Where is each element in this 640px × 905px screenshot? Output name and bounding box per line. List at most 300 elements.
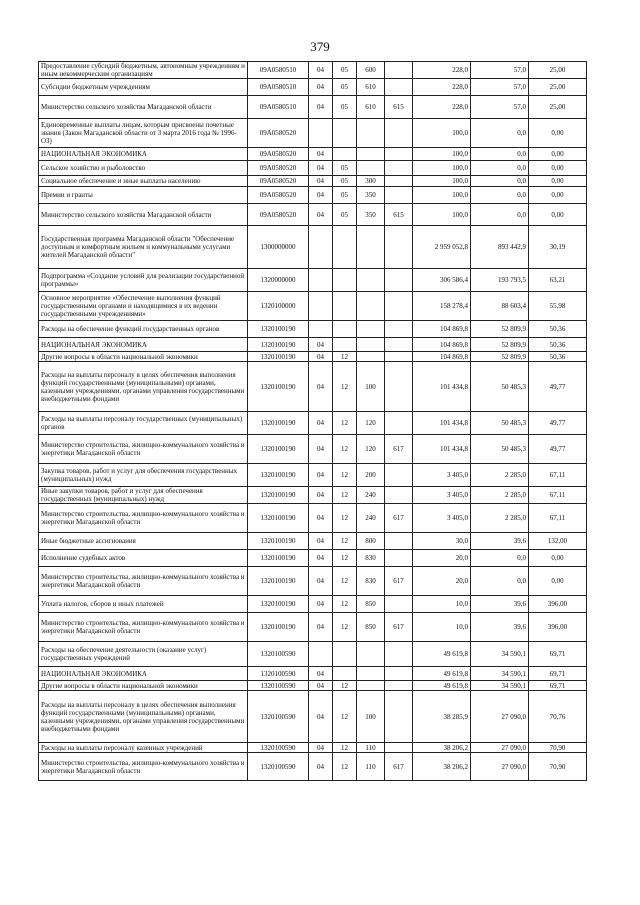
- administrator-code-cell: [385, 321, 413, 338]
- expense-type-code-cell: [357, 352, 385, 362]
- subsection-code-cell: [333, 667, 357, 681]
- executed-amount-cell: 52 809,9: [471, 321, 529, 338]
- planned-amount-cell: 104 869,8: [413, 338, 471, 352]
- executed-amount-cell: 27 090,0: [471, 753, 529, 781]
- expense-name-cell: Премии и гранты: [39, 187, 248, 204]
- executed-amount-cell: 34 590,1: [471, 667, 529, 681]
- expense-type-code-cell: 350: [357, 204, 385, 226]
- executed-amount-cell: 88 603,4: [471, 292, 529, 321]
- target-article-code-cell: 1300000000: [248, 226, 309, 269]
- executed-amount-cell: 57,0: [471, 62, 529, 79]
- section-code-cell: 04: [309, 204, 333, 226]
- planned-amount-cell: 10,0: [413, 596, 471, 613]
- table-row: [39, 62, 587, 79]
- expense-type-code-cell: 100: [357, 691, 385, 743]
- administrator-code-cell: [385, 681, 413, 691]
- expense-name-cell: Государственная программа Магаданской области "Обеспечение доступным и комфортным жильем и коммунальными услугами жителей Магаданской области": [39, 226, 248, 269]
- expense-name-cell: Иные закупки товаров, работ и услуг для обеспечения государственных (муниципальных) нужд: [39, 487, 248, 504]
- planned-amount-cell: 228,0: [413, 79, 471, 96]
- target-article-code-cell: 1320100190: [248, 550, 309, 567]
- target-article-code-cell: 1320100190: [248, 412, 309, 435]
- target-article-code-cell: 1320100190: [248, 352, 309, 362]
- target-article-code-cell: 1320100190: [248, 362, 309, 412]
- expense-name-cell: Расходы на выплаты персоналу в целях обеспечения выполнения функций государственными (муниципальными) органами, казенными учреждениями, органами управления государственными внебюджетными фондами: [39, 362, 248, 412]
- administrator-code-cell: 617: [385, 753, 413, 781]
- planned-amount-cell: 2 959 052,8: [413, 226, 471, 269]
- planned-amount-cell: 100,0: [413, 148, 471, 161]
- execution-percent-cell: 25,00: [529, 62, 587, 79]
- expense-name-cell: Социальное обеспечение и иные выплаты населению: [39, 176, 248, 187]
- execution-percent-cell: 70,90: [529, 743, 587, 753]
- section-code-cell: 04: [309, 504, 333, 533]
- executed-amount-cell: 0,0: [471, 148, 529, 161]
- target-article-code-cell: 1320100190: [248, 596, 309, 613]
- administrator-code-cell: [385, 269, 413, 292]
- administrator-code-cell: [385, 533, 413, 550]
- planned-amount-cell: 101 434,8: [413, 362, 471, 412]
- planned-amount-cell: 38 206,2: [413, 743, 471, 753]
- planned-amount-cell: 100,0: [413, 187, 471, 204]
- executed-amount-cell: 34 590,1: [471, 681, 529, 691]
- administrator-code-cell: [385, 119, 413, 148]
- table-row: [39, 96, 587, 119]
- administrator-code-cell: [385, 691, 413, 743]
- administrator-code-cell: [385, 596, 413, 613]
- execution-percent-cell: 396,00: [529, 613, 587, 642]
- subsection-code-cell: 05: [333, 187, 357, 204]
- administrator-code-cell: 617: [385, 504, 413, 533]
- subsection-code-cell: 12: [333, 567, 357, 596]
- expense-name-cell: Основное мероприятие «Обеспечение выполнения функций государственными органами и находящимися в их ведении государственными учреждениями»: [39, 292, 248, 321]
- target-article-code-cell: 1320100190: [248, 504, 309, 533]
- execution-percent-cell: 132,00: [529, 533, 587, 550]
- table-row: [39, 292, 587, 321]
- subsection-code-cell: 12: [333, 550, 357, 567]
- target-article-code-cell: 09А0580520: [248, 148, 309, 161]
- expense-name-cell: Расходы на обеспечение деятельности (оказание услуг) государственных учреждений: [39, 642, 248, 667]
- section-code-cell: 04: [309, 567, 333, 596]
- executed-amount-cell: 57,0: [471, 79, 529, 96]
- planned-amount-cell: 100,0: [413, 176, 471, 187]
- expense-type-code-cell: 110: [357, 743, 385, 753]
- planned-amount-cell: 3 405,0: [413, 464, 471, 487]
- expense-type-code-cell: 610: [357, 96, 385, 119]
- expense-type-code-cell: [357, 321, 385, 338]
- administrator-code-cell: [385, 487, 413, 504]
- table-row: [39, 667, 587, 681]
- administrator-code-cell: [385, 743, 413, 753]
- subsection-code-cell: 12: [333, 464, 357, 487]
- table-row: [39, 567, 587, 596]
- target-article-code-cell: 1320100590: [248, 743, 309, 753]
- administrator-code-cell: [385, 176, 413, 187]
- subsection-code-cell: [333, 119, 357, 148]
- execution-percent-cell: 0,00: [529, 119, 587, 148]
- execution-percent-cell: 67,11: [529, 464, 587, 487]
- execution-percent-cell: 49,77: [529, 362, 587, 412]
- execution-percent-cell: 69,71: [529, 642, 587, 667]
- target-article-code-cell: 09А0580510: [248, 62, 309, 79]
- administrator-code-cell: [385, 352, 413, 362]
- expense-name-cell: Подпрограмма «Создание условий для реализации государственной программы»: [39, 269, 248, 292]
- table-row: [39, 187, 587, 204]
- expense-name-cell: Другие вопросы в области национальной экономики: [39, 352, 248, 362]
- expense-name-cell: Министерство сельского хозяйства Магаданской области: [39, 96, 248, 119]
- table-row: [39, 338, 587, 352]
- expense-type-code-cell: [357, 119, 385, 148]
- execution-percent-cell: 0,00: [529, 161, 587, 176]
- planned-amount-cell: 306 586,4: [413, 269, 471, 292]
- table-row: [39, 464, 587, 487]
- subsection-code-cell: 12: [333, 412, 357, 435]
- target-article-code-cell: 09А0580510: [248, 96, 309, 119]
- expense-type-code-cell: 830: [357, 550, 385, 567]
- target-article-code-cell: 1320100590: [248, 691, 309, 743]
- target-article-code-cell: 1320100190: [248, 464, 309, 487]
- execution-percent-cell: 0,00: [529, 187, 587, 204]
- expense-type-code-cell: 610: [357, 79, 385, 96]
- administrator-code-cell: [385, 667, 413, 681]
- target-article-code-cell: 1320100590: [248, 681, 309, 691]
- table-row: [39, 204, 587, 226]
- executed-amount-cell: 39,6: [471, 613, 529, 642]
- section-code-cell: 04: [309, 487, 333, 504]
- executed-amount-cell: 27 090,0: [471, 743, 529, 753]
- subsection-code-cell: 05: [333, 204, 357, 226]
- planned-amount-cell: 20,0: [413, 567, 471, 596]
- expense-type-code-cell: [357, 161, 385, 176]
- expense-name-cell: Расходы на выплаты персоналу в целях обеспечения выполнения функций государственными (муниципальными) органами, казенными учреждениями, органами управления государственными внебюджетными фондами: [39, 691, 248, 743]
- executed-amount-cell: 50 485,3: [471, 412, 529, 435]
- subsection-code-cell: [333, 338, 357, 352]
- expense-name-cell: Расходы на выплаты персоналу казенных учреждений: [39, 743, 248, 753]
- table-row: [39, 753, 587, 781]
- planned-amount-cell: 228,0: [413, 96, 471, 119]
- execution-percent-cell: 67,11: [529, 487, 587, 504]
- planned-amount-cell: 100,0: [413, 119, 471, 148]
- section-code-cell: 04: [309, 533, 333, 550]
- target-article-code-cell: 09А0580520: [248, 187, 309, 204]
- expense-name-cell: Предоставление субсидий бюджетным, автономным учреждениям и иным некоммерческим организациям: [39, 62, 248, 79]
- subsection-code-cell: 12: [333, 362, 357, 412]
- executed-amount-cell: 2 285,0: [471, 464, 529, 487]
- subsection-code-cell: 05: [333, 161, 357, 176]
- expense-type-code-cell: 120: [357, 435, 385, 464]
- executed-amount-cell: 34 590,1: [471, 642, 529, 667]
- target-article-code-cell: 09А0580520: [248, 119, 309, 148]
- execution-percent-cell: 69,71: [529, 667, 587, 681]
- section-code-cell: 04: [309, 96, 333, 119]
- expense-type-code-cell: 240: [357, 487, 385, 504]
- planned-amount-cell: 3 405,0: [413, 487, 471, 504]
- planned-amount-cell: 38 206,2: [413, 753, 471, 781]
- table-row: [39, 176, 587, 187]
- planned-amount-cell: 101 434,8: [413, 435, 471, 464]
- target-article-code-cell: 1320100190: [248, 487, 309, 504]
- execution-percent-cell: 50,36: [529, 352, 587, 362]
- administrator-code-cell: 615: [385, 96, 413, 119]
- administrator-code-cell: 615: [385, 204, 413, 226]
- subsection-code-cell: [333, 269, 357, 292]
- subsection-code-cell: [333, 642, 357, 667]
- section-code-cell: 04: [309, 412, 333, 435]
- section-code-cell: 04: [309, 613, 333, 642]
- target-article-code-cell: 09А0580520: [248, 161, 309, 176]
- expense-type-code-cell: [357, 148, 385, 161]
- executed-amount-cell: 52 809,9: [471, 352, 529, 362]
- section-code-cell: [309, 119, 333, 148]
- section-code-cell: 04: [309, 362, 333, 412]
- executed-amount-cell: 27 090,0: [471, 691, 529, 743]
- target-article-code-cell: 09А0580520: [248, 204, 309, 226]
- administrator-code-cell: [385, 226, 413, 269]
- subsection-code-cell: [333, 292, 357, 321]
- expense-type-code-cell: [357, 292, 385, 321]
- expense-name-cell: НАЦИОНАЛЬНАЯ ЭКОНОМИКА: [39, 148, 248, 161]
- table-row: [39, 362, 587, 412]
- subsection-code-cell: [333, 321, 357, 338]
- expense-type-code-cell: 240: [357, 504, 385, 533]
- executed-amount-cell: 0,0: [471, 187, 529, 204]
- execution-percent-cell: 25,00: [529, 96, 587, 119]
- administrator-code-cell: [385, 362, 413, 412]
- expense-name-cell: НАЦИОНАЛЬНАЯ ЭКОНОМИКА: [39, 667, 248, 681]
- execution-percent-cell: 30,19: [529, 226, 587, 269]
- expense-name-cell: Единовременные выплаты лицам, которым присвоены почетные звания (Закон Магаданской области от 3 марта 2016 года № 1996-ОЗ): [39, 119, 248, 148]
- expense-name-cell: Министерство сельского хозяйства Магаданской области: [39, 204, 248, 226]
- planned-amount-cell: 10,0: [413, 613, 471, 642]
- subsection-code-cell: 12: [333, 487, 357, 504]
- table-row: [39, 691, 587, 743]
- administrator-code-cell: [385, 550, 413, 567]
- table-row: [39, 550, 587, 567]
- execution-percent-cell: 0,00: [529, 204, 587, 226]
- section-code-cell: 04: [309, 62, 333, 79]
- execution-percent-cell: 69,71: [529, 681, 587, 691]
- section-code-cell: [309, 642, 333, 667]
- executed-amount-cell: 0,0: [471, 119, 529, 148]
- administrator-code-cell: [385, 187, 413, 204]
- executed-amount-cell: 2 285,0: [471, 487, 529, 504]
- planned-amount-cell: 20,0: [413, 550, 471, 567]
- executed-amount-cell: 50 485,3: [471, 362, 529, 412]
- subsection-code-cell: 12: [333, 743, 357, 753]
- execution-percent-cell: 396,00: [529, 596, 587, 613]
- administrator-code-cell: 617: [385, 613, 413, 642]
- table-row: [39, 596, 587, 613]
- subsection-code-cell: [333, 148, 357, 161]
- target-article-code-cell: 1320100590: [248, 642, 309, 667]
- administrator-code-cell: [385, 62, 413, 79]
- subsection-code-cell: [333, 226, 357, 269]
- execution-percent-cell: 0,00: [529, 176, 587, 187]
- subsection-code-cell: 12: [333, 691, 357, 743]
- section-code-cell: [309, 292, 333, 321]
- section-code-cell: 04: [309, 743, 333, 753]
- expense-name-cell: НАЦИОНАЛЬНАЯ ЭКОНОМИКА: [39, 338, 248, 352]
- execution-percent-cell: 67,11: [529, 504, 587, 533]
- target-article-code-cell: 1320100190: [248, 435, 309, 464]
- section-code-cell: 04: [309, 596, 333, 613]
- target-article-code-cell: 1320100190: [248, 567, 309, 596]
- table-row: [39, 148, 587, 161]
- target-article-code-cell: 1320100590: [248, 667, 309, 681]
- section-code-cell: 04: [309, 352, 333, 362]
- execution-percent-cell: 0,00: [529, 550, 587, 567]
- administrator-code-cell: [385, 642, 413, 667]
- budget-table: [38, 61, 587, 781]
- expense-name-cell: Исполнение судебных актов: [39, 550, 248, 567]
- section-code-cell: 04: [309, 435, 333, 464]
- expense-type-code-cell: [357, 226, 385, 269]
- executed-amount-cell: 0,0: [471, 161, 529, 176]
- table-row: [39, 533, 587, 550]
- table-row: [39, 613, 587, 642]
- execution-percent-cell: 25,00: [529, 79, 587, 96]
- subsection-code-cell: 12: [333, 352, 357, 362]
- table-row: [39, 681, 587, 691]
- executed-amount-cell: 0,0: [471, 204, 529, 226]
- expense-name-cell: Другие вопросы в области национальной экономики: [39, 681, 248, 691]
- expense-type-code-cell: 850: [357, 596, 385, 613]
- executed-amount-cell: 39,6: [471, 533, 529, 550]
- subsection-code-cell: 12: [333, 504, 357, 533]
- planned-amount-cell: 3 405,0: [413, 504, 471, 533]
- target-article-code-cell: 1320000000: [248, 269, 309, 292]
- planned-amount-cell: 101 434,8: [413, 412, 471, 435]
- execution-percent-cell: 55,98: [529, 292, 587, 321]
- administrator-code-cell: [385, 338, 413, 352]
- execution-percent-cell: 50,36: [529, 321, 587, 338]
- planned-amount-cell: 30,0: [413, 533, 471, 550]
- expense-type-code-cell: 850: [357, 613, 385, 642]
- section-code-cell: 04: [309, 691, 333, 743]
- target-article-code-cell: 09А0580520: [248, 176, 309, 187]
- planned-amount-cell: 100,0: [413, 161, 471, 176]
- section-code-cell: 04: [309, 550, 333, 567]
- execution-percent-cell: 49,77: [529, 435, 587, 464]
- planned-amount-cell: 100,0: [413, 204, 471, 226]
- table-row: [39, 435, 587, 464]
- expense-type-code-cell: [357, 269, 385, 292]
- target-article-code-cell: 1320100190: [248, 533, 309, 550]
- executed-amount-cell: 0,0: [471, 567, 529, 596]
- expense-type-code-cell: 200: [357, 464, 385, 487]
- page-number: 379: [310, 39, 330, 54]
- execution-percent-cell: 0,00: [529, 148, 587, 161]
- section-code-cell: 04: [309, 161, 333, 176]
- subsection-code-cell: 12: [333, 435, 357, 464]
- subsection-code-cell: 05: [333, 62, 357, 79]
- budget-table-body: [39, 62, 587, 781]
- subsection-code-cell: 12: [333, 596, 357, 613]
- planned-amount-cell: 49 619,8: [413, 667, 471, 681]
- planned-amount-cell: 49 619,8: [413, 681, 471, 691]
- planned-amount-cell: 104 869,8: [413, 321, 471, 338]
- executed-amount-cell: 0,0: [471, 550, 529, 567]
- expense-type-code-cell: [357, 642, 385, 667]
- target-article-code-cell: 09А0580510: [248, 79, 309, 96]
- expense-name-cell: Министерство строительства, жилищно-коммунального хозяйства и энергетики Магаданской области: [39, 613, 248, 642]
- administrator-code-cell: [385, 412, 413, 435]
- expense-name-cell: Субсидии бюджетным учреждениям: [39, 79, 248, 96]
- subsection-code-cell: 05: [333, 176, 357, 187]
- executed-amount-cell: 893 442,9: [471, 226, 529, 269]
- expense-type-code-cell: 300: [357, 176, 385, 187]
- subsection-code-cell: 05: [333, 96, 357, 119]
- administrator-code-cell: [385, 292, 413, 321]
- expense-type-code-cell: 350: [357, 187, 385, 204]
- administrator-code-cell: [385, 79, 413, 96]
- execution-percent-cell: 49,77: [529, 412, 587, 435]
- section-code-cell: 04: [309, 464, 333, 487]
- table-row: [39, 79, 587, 96]
- expense-name-cell: Закупка товаров, работ и услуг для обеспечения государственных (муниципальных) нужд: [39, 464, 248, 487]
- table-row: [39, 504, 587, 533]
- subsection-code-cell: 05: [333, 79, 357, 96]
- planned-amount-cell: 158 278,4: [413, 292, 471, 321]
- executed-amount-cell: 193 793,5: [471, 269, 529, 292]
- table-row: [39, 412, 587, 435]
- planned-amount-cell: 49 619,8: [413, 642, 471, 667]
- administrator-code-cell: 617: [385, 567, 413, 596]
- expense-name-cell: Министерство строительства, жилищно-коммунального хозяйства и энергетики Магаданской области: [39, 435, 248, 464]
- expense-name-cell: Уплата налогов, сборов и иных платежей: [39, 596, 248, 613]
- subsection-code-cell: 12: [333, 681, 357, 691]
- executed-amount-cell: 57,0: [471, 96, 529, 119]
- executed-amount-cell: 0,0: [471, 176, 529, 187]
- administrator-code-cell: 617: [385, 435, 413, 464]
- expense-type-code-cell: 110: [357, 753, 385, 781]
- target-article-code-cell: 1320100590: [248, 753, 309, 781]
- expense-type-code-cell: [357, 681, 385, 691]
- planned-amount-cell: 38 285,9: [413, 691, 471, 743]
- expense-type-code-cell: 120: [357, 412, 385, 435]
- execution-percent-cell: 70,90: [529, 753, 587, 781]
- table-row: [39, 161, 587, 176]
- section-code-cell: 04: [309, 79, 333, 96]
- administrator-code-cell: [385, 464, 413, 487]
- expense-name-cell: Министерство строительства, жилищно-коммунального хозяйства и энергетики Магаданской области: [39, 753, 248, 781]
- table-row: [39, 743, 587, 753]
- table-row: [39, 352, 587, 362]
- section-code-cell: 04: [309, 148, 333, 161]
- executed-amount-cell: 52 809,9: [471, 338, 529, 352]
- subsection-code-cell: 12: [333, 753, 357, 781]
- expense-name-cell: Расходы на обеспечение функций государственных органов: [39, 321, 248, 338]
- table-row: [39, 487, 587, 504]
- section-code-cell: 04: [309, 187, 333, 204]
- target-article-code-cell: 1320100190: [248, 613, 309, 642]
- table-row: [39, 642, 587, 667]
- table-row: [39, 119, 587, 148]
- target-article-code-cell: 1320100000: [248, 292, 309, 321]
- subsection-code-cell: 12: [333, 613, 357, 642]
- executed-amount-cell: 39,6: [471, 596, 529, 613]
- expense-name-cell: Министерство строительства, жилищно-коммунального хозяйства и энергетики Магаданской области: [39, 567, 248, 596]
- section-code-cell: 04: [309, 681, 333, 691]
- section-code-cell: 04: [309, 176, 333, 187]
- expense-type-code-cell: 830: [357, 567, 385, 596]
- planned-amount-cell: 228,0: [413, 62, 471, 79]
- expense-type-code-cell: 600: [357, 62, 385, 79]
- expense-type-code-cell: 800: [357, 533, 385, 550]
- subsection-code-cell: 12: [333, 533, 357, 550]
- expense-name-cell: Министерство строительства, жилищно-коммунального хозяйства и энергетики Магаданской области: [39, 504, 248, 533]
- section-code-cell: 04: [309, 338, 333, 352]
- executed-amount-cell: 50 485,3: [471, 435, 529, 464]
- expense-name-cell: Сельское хозяйство и рыболовство: [39, 161, 248, 176]
